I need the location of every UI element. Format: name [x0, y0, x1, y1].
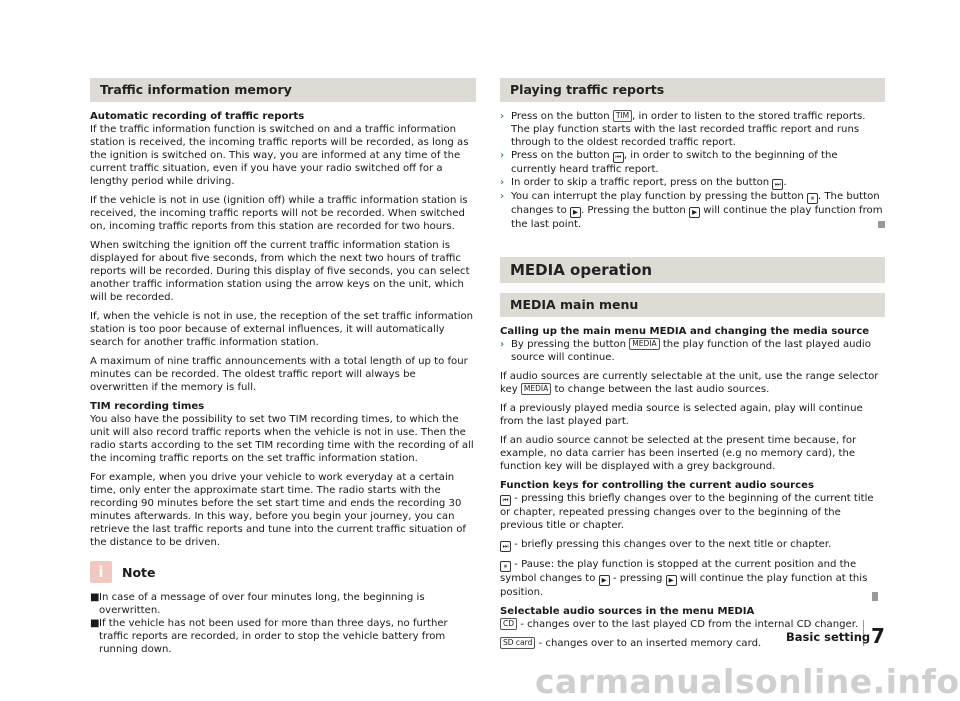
- paragraph: When switching the ignition off the current traffic information station is displayed for about five seconds, from which the next two hours of traffic reports will be recorded. During this display of five seconds, you can select another traffic information station using the arrow keys on the unit, which will be recorded.: [90, 240, 470, 303]
- subheading-tim-recording: TIM recording times: [90, 401, 205, 412]
- tim-key: TIM: [613, 110, 632, 122]
- paragraph: CD - changes over to the last played CD from the internal CD changer.: [500, 618, 885, 631]
- play-icon: ▶: [570, 207, 581, 218]
- footer-section-label: Basic setting: [786, 630, 871, 644]
- paragraph: If a previously played media source is selected again, play will continue from the last played part.: [500, 403, 863, 427]
- next-track-icon: ⏭: [500, 541, 511, 552]
- subheading-selectable-sources: Selectable audio sources in the menu MEDIA: [500, 606, 755, 617]
- next-track-icon: ⏭: [772, 179, 783, 190]
- section-heading-playing-traffic: Playing traffic reports: [500, 78, 885, 102]
- bullet-icon: ■: [90, 592, 100, 603]
- step-arrow-icon: ›: [500, 339, 505, 350]
- paragraph: ⏸ - Pause: the play function is stopped at the current position and the symbol changes to ▶ - pressing ▶ will continue the play function at this position.: [500, 559, 868, 598]
- note-item: ■ If the vehicle has not been used for more than three days, no further traffic reports are recorded, in order to stop the vehicle battery from running down.: [90, 618, 448, 655]
- info-icon: i: [90, 561, 112, 583]
- page-number: 7: [871, 624, 885, 648]
- continue-marker-icon: [872, 592, 878, 601]
- section-heading-media-menu: MEDIA main menu: [500, 293, 885, 317]
- chapter-heading-media: MEDIA operation: [500, 257, 885, 283]
- sd-card-key: SD card: [500, 637, 535, 649]
- paragraph: SD card - changes over to an inserted memory card.: [500, 637, 885, 650]
- paragraph: If the vehicle is not in use (ignition off) while a traffic information station is received, the incoming traffic reports will not be recorded. When switched on, incoming traffic reports from this station are recorded for two hours.: [90, 195, 468, 232]
- paragraph: If an audio source cannot be selected at the present time because, for example, no data carrier has been inserted (e.g no memory card), the function key will be displayed with a grey background.: [500, 435, 857, 472]
- play-icon: ▶: [599, 575, 610, 586]
- subheading-calling-media: Calling up the main menu MEDIA and changing the media source: [500, 326, 870, 337]
- pause-icon: ⏸: [500, 561, 511, 572]
- media-key: MEDIA: [521, 383, 551, 395]
- paragraph: For example, when you drive your vehicle to work everyday at a certain time, only enter the approximate start time. The radio starts with the recording 90 minutes before the set start time and ends the recording 30 minutes afterwards. In this way, before you begin your journey, you can retrieve the last traffic reports and tune into the current traffic situation of the distance to be driven.: [90, 472, 466, 548]
- pause-icon: ⏸: [807, 193, 818, 204]
- instruction-step: › Press on the button TIM , in order to listen to the stored traffic reports. The play function starts with the last recorded traffic report and runs through to the oldest recorded traffic report.: [500, 111, 866, 148]
- prev-track-icon: ⏮: [500, 495, 511, 506]
- step-arrow-icon: ›: [500, 150, 505, 161]
- watermark: carmanualsonline.info: [535, 662, 960, 701]
- note-title: Note: [122, 564, 156, 580]
- paragraph: If, when the vehicle is not in use, the reception of the set traffic information station is too poor because of external influences, it will automatically search for another traffic information station.: [90, 311, 474, 348]
- subheading-function-keys: Function keys for controlling the current audio sources: [500, 480, 814, 491]
- section-end-marker: [878, 221, 885, 228]
- bullet-icon: ■: [90, 618, 100, 629]
- paragraph: If audio sources are currently selectable at the unit, use the range selector key MEDIA to change between the last audio sources.: [500, 371, 879, 395]
- step-arrow-icon: ›: [500, 111, 505, 122]
- paragraph: If the traffic information function is switched on and a traffic information station is received, the incoming traffic reports will be recorded, as long as the ignition is switched on. This way, you are informed at any time of the current traffic situation, even if you have your radio switched off for a lengthy period while driving.: [90, 124, 469, 187]
- section-heading-traffic-memory: Traffic information memory: [90, 78, 476, 102]
- step-arrow-icon: ›: [500, 177, 505, 188]
- prev-track-icon: ⏮: [613, 152, 624, 163]
- note-item: ■ In case of a message of over four minutes long, the beginning is overwritten.: [90, 592, 425, 616]
- instruction-step: › By pressing the button MEDIA the play function of the last played audio source will continue.: [500, 339, 871, 363]
- instruction-step: › In order to skip a traffic report, press on the button ⏭ .: [500, 177, 787, 188]
- left-column: [90, 78, 476, 656]
- note-header: [90, 561, 476, 583]
- instruction-step: › You can interrupt the play function by pressing the button ⏸ . The button changes to ▶ . Pressing the button ▶ will continue the play function from the last point.: [500, 190, 885, 231]
- cd-key: CD: [500, 618, 517, 630]
- paragraph: You also have the possibility to set two TIM recording times, to which the unit will also record traffic reports when the vehicle is not in use. Then the radio starts according to the set TIM recording time with the recording of all the incoming traffic reports on the set traffic information station.: [90, 414, 474, 464]
- paragraph: ⏮ - pressing this briefly changes over to the beginning of the current title or chapter, repeated pressing changes over to the beginning of the previous title or chapter.: [500, 493, 874, 531]
- play-icon: ▶: [666, 575, 677, 586]
- paragraph: A maximum of nine traffic announcements with a total length of up to four minutes can be recorded. The oldest traffic report will always be overwritten if the memory is full.: [90, 356, 468, 393]
- right-column: [500, 78, 885, 656]
- step-arrow-icon: ›: [500, 191, 505, 202]
- instruction-step: › Press on the button ⏮ , in order to switch to the beginning of the currently heard traffic report.: [500, 150, 838, 175]
- play-icon: ▶: [689, 207, 700, 218]
- media-key: MEDIA: [629, 338, 659, 350]
- paragraph: ⏭ - briefly pressing this changes over to the next title or chapter.: [500, 538, 885, 552]
- subheading-automatic-recording: Automatic recording of traffic reports: [90, 111, 305, 122]
